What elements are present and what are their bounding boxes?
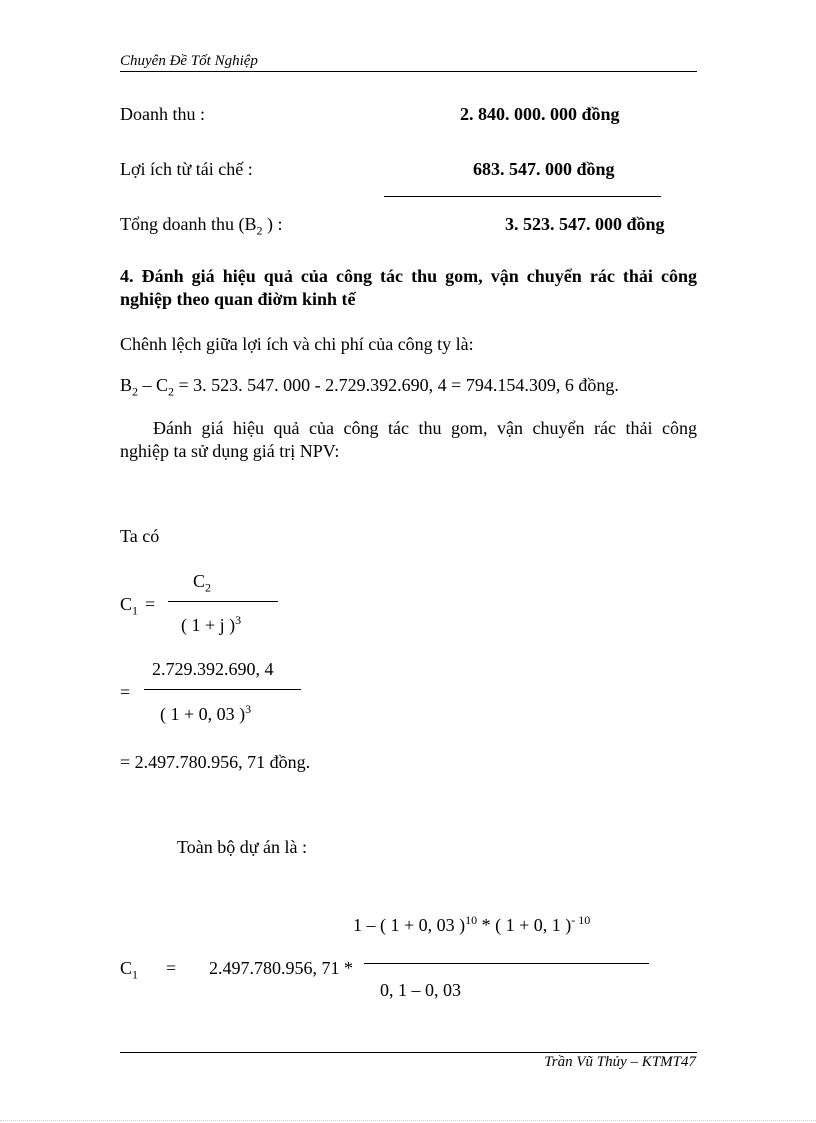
recycling-value: 683. 547. 000 đồng	[473, 159, 615, 179]
total-label: Tổng doanh thu ($B_2$ ) :	[120, 214, 283, 238]
total-value: 3. 523. 547. 000 đồng	[505, 214, 665, 234]
formula3-coefficient: 2.497.780.956, 71 *	[209, 958, 353, 978]
formula1-lhs: $C_1$	[120, 594, 139, 618]
recycling-label: Lợi ích từ tái chế :	[120, 159, 253, 179]
whole-project-label: Toàn bộ dự án là :	[177, 837, 307, 857]
diff-intro: Chênh lệch giữa lợi ích và chi phí của công ty là:	[120, 334, 474, 354]
sum-rule	[384, 196, 661, 197]
result-line: = 2.497.780.956, 71 đồng.	[120, 752, 311, 772]
npv-paragraph: Đánh giá hiệu quả của công tác thu gom, vận chuyển rác thải công	[153, 418, 697, 438]
header-title: Chuyên Đề Tốt Nghiệp	[120, 53, 258, 69]
formula3-eq: =	[166, 958, 177, 978]
formula1-eq: =	[145, 594, 156, 614]
formula1-fraction-bar	[168, 601, 278, 602]
formula2-eq: =	[120, 682, 131, 702]
formula2-fraction-bar	[144, 689, 301, 690]
header-rule	[120, 71, 697, 72]
taco-label: Ta có	[120, 526, 160, 546]
page-bottom-dots	[0, 1120, 816, 1121]
revenue-value: 2. 840. 000. 000 đồng	[460, 104, 620, 124]
footer-author: Trần Vũ Thủy – KTMT47	[544, 1054, 696, 1070]
formula2-num: 2.729.392.690, 4	[152, 659, 274, 679]
formula2-den: ( 1 + 0, 03 )$^3$	[160, 702, 252, 724]
formula3-num: 1 – ( 1 + 0, 03 )$^{10}$ * ( 1 + 0, 1 )$^{- 10}$	[353, 913, 591, 935]
formula1-num: $C_2$	[193, 571, 212, 595]
npv-paragraph-cont: nghiệp ta sử dụng giá trị NPV:	[120, 441, 340, 461]
section-heading-cont: nghiệp theo quan điờm kinh tế	[120, 289, 356, 309]
formula1-den: ( 1 + j )$^3$	[181, 613, 242, 635]
formula3-den: 0, 1 – 0, 03	[380, 980, 461, 1000]
footer-rule	[120, 1052, 697, 1053]
diff-equation: $B_2 - C_2 = 3$. 523. 547. 000 - 2.729.392.690, 4 = 794.154.309, 6 đồng.	[120, 375, 619, 399]
formula3-lhs: $C_1$	[120, 958, 139, 982]
revenue-label: Doanh thu :	[120, 104, 205, 124]
formula3-fraction-bar	[364, 963, 649, 964]
section-heading: 4. Đánh giá hiệu quả của công tác thu gom, vận chuyển rác thải công	[120, 266, 697, 286]
